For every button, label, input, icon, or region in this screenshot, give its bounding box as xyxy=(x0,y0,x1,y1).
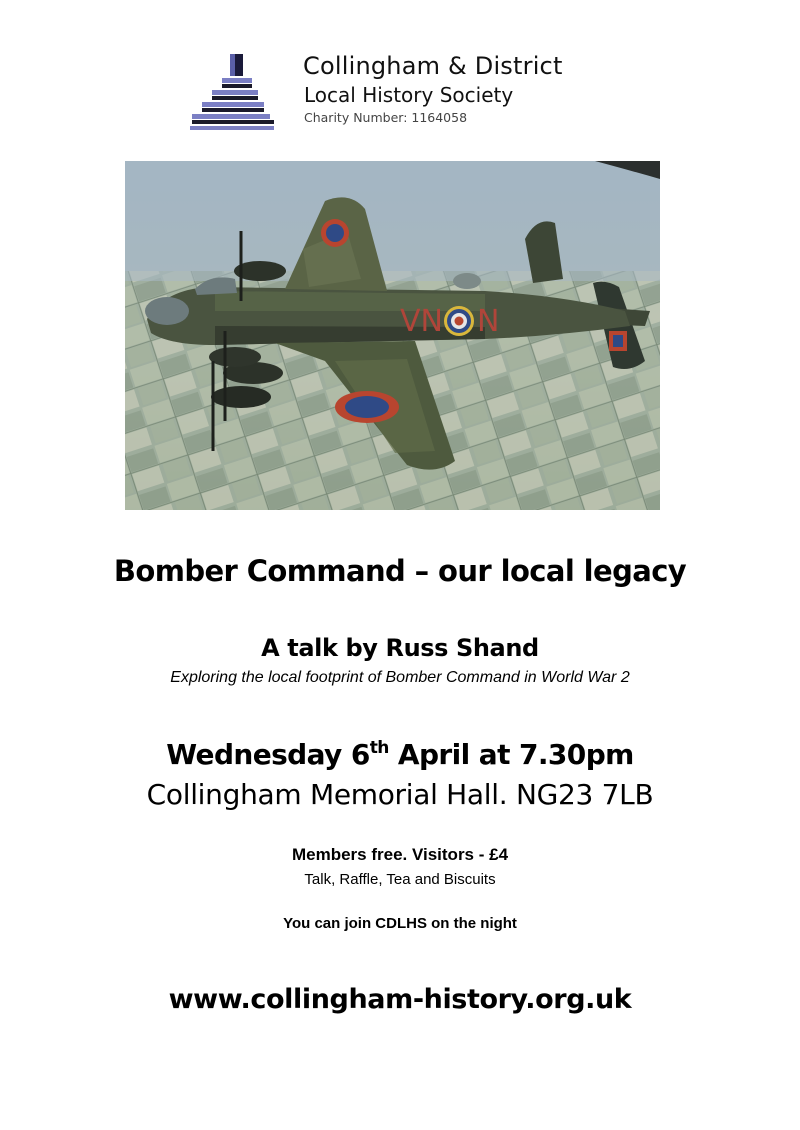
membership-note: You can join CDLHS on the night xyxy=(283,915,517,932)
date-ordinal: th xyxy=(369,738,389,758)
website-link[interactable]: www.collingham-history.org.uk xyxy=(168,984,632,1015)
date-prefix: Wednesday 6 xyxy=(166,738,370,771)
event-venue: Collingham Memorial Hall. NG23 7LB xyxy=(146,778,654,811)
society-name: Collingham & District xyxy=(303,52,563,80)
lancaster-bomber-photo xyxy=(125,161,660,510)
charity-number: Charity Number: 1164058 xyxy=(304,110,468,125)
speaker-line: A talk by Russ Shand xyxy=(261,634,539,662)
society-header xyxy=(190,48,620,138)
event-title: Bomber Command – our local legacy xyxy=(113,554,687,588)
society-name-line-2: Local History Society xyxy=(304,83,514,107)
event-date-time xyxy=(0,738,800,771)
aircraft-code: VN xyxy=(400,304,443,339)
event-subtitle: Exploring the local footprint of Bomber Command in World War 2 xyxy=(170,669,630,686)
aircraft-code-2: N xyxy=(477,304,500,339)
society-logo-icon xyxy=(190,48,280,136)
date-suffix: April at 7.30pm xyxy=(388,738,634,771)
admission-price: Members free. Visitors - £4 xyxy=(291,845,509,864)
event-extras: Talk, Raffle, Tea and Biscuits xyxy=(304,871,496,888)
